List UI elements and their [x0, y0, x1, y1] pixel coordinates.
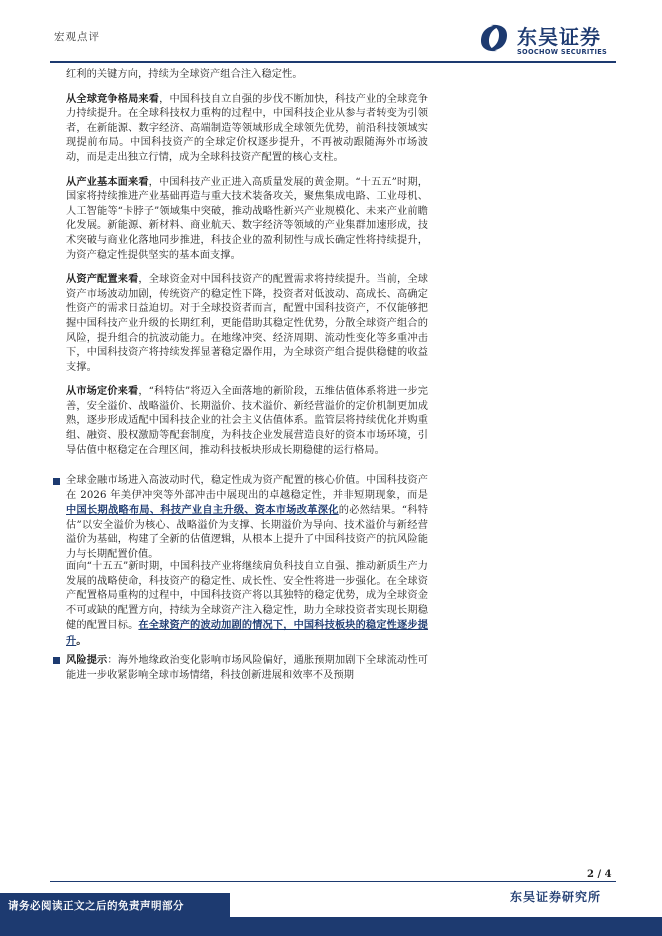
paragraph-market-pricing [66, 384, 428, 458]
footer-divider [50, 881, 616, 882]
risk-text [66, 653, 428, 683]
paragraph-text: 红利的关键方向，持续为全球资产组合注入稳定性。 [66, 69, 303, 80]
closing-section [66, 560, 428, 659]
page-number: 2 / 4 [587, 869, 612, 880]
paragraph-lead: 从市场定价来看 [66, 385, 139, 398]
bullet-emphasis: 中国长期战略布局、科技产业自主升级、资本市场改革深化 [66, 504, 339, 517]
paragraph-industry-fundamentals [66, 175, 428, 264]
paragraph-text: ，中国科技产业正进入高质量发展的黄金期。“十五五”时期，国家将持续推进产业基础再造与重大技术装备攻关，聚焦集成电路、工业母机、人工智能等“卡脖子”领域集中突破，推动战略性新兴产业规模化、未来产业前瞻化发展。新能源、新材料、商业航天、数字经济等领域的产业集群加速形成，技术突破与商业化落地同步推进，科技企业的盈利韧性与成长确定性将持续提升，为资产稳定性提供坚实的基本面支撑。 [66, 176, 428, 261]
paragraph-lead: 从资产配置来看 [66, 273, 139, 286]
bullet-text-part: 全球金融市场进入高波动时代，稳定性成为资产配置的核心价值。中国科技资产在 2026 年美伊冲突等外部冲击中展现出的卓越稳定性，并非短期现象，而是 [66, 475, 428, 501]
section-label: 宏观点评 [54, 31, 100, 43]
paragraph-text: ，“科特估”将迈入全面落地的新阶段，五维估值体系将进一步完善，安全溢价、战略溢价、长期溢价、技术溢价、新经营溢价的定价机制更加成熟，逐步形成适配中国科技企业的社会主义估值体系。监管层将持续优化并购重组、融资、股权激励等配套制度，为科技企业发展营造良好的资本市场环境，引导估值中枢稳定在合理区间，推动科技板块形成长期稳健的运行格局。 [66, 386, 428, 456]
paragraph-intro [66, 68, 428, 83]
paragraph-text: ，全球资金对中国科技资产的配置需求将持续提升。当前，全球资产市场波动加剧，传统资产的稳定性下降，投资者对低波动、高成长、高确定性资产的需求日益迫切。对于全球投资者而言，配置中国科技资产，不仅能够把握中国科技产业升级的长期红利，更能借助其稳定性优势，分散全球资产组合的风险，提升组合的抗波动能力。在地缘冲突、经济周期、流动性变化等多重冲击下，中国科技资产将持续发挥显著稳定器作用，为全球资产组合提供稳健的收益支撑。 [66, 274, 429, 373]
risk-warning [53, 653, 428, 683]
paragraph-lead: 从产业基本面来看 [66, 175, 149, 188]
body-text [66, 68, 428, 467]
disclaimer-band [0, 893, 230, 917]
brand-logo [477, 19, 622, 61]
paragraph-text: ，中国科技自立自强的步伐不断加快，科技产业的全球竞争力持续提升。在全球科技权力重构的过程中，中国科技企业从参与者转变为引领者，在新能源、数字经济、高端制造等领域形成全球领先优势，前沿科技领域实现提前布局。中国科技资产的全球定价权逐步提升，不再被动跟随海外市场波动，而是走出独立行情，成为全球科技资产配置的核心支柱。 [66, 93, 428, 163]
bullet-stability [53, 474, 428, 563]
disclaimer-text: 请务必阅读正文之后的免责声明部分 [8, 900, 184, 912]
logo-chinese-name: 东吴证券 [517, 25, 601, 49]
footer-organization: 东吴证券研究所 [510, 890, 602, 904]
bullet-square-icon [53, 657, 60, 664]
paragraph-text: 面向“十五五”新时期，中国科技产业将继续肩负科技自立自强、推动新质生产力发展的战略使命，科技资产的稳定性、成长性、安全性将进一步强化。在全球资产配置格局重构的过程中，中国科技资产将以其独特的稳定优势，成为全球资金不可或缺的配置方向，持续为全球资产注入稳定性，助力全球投资者实现长期稳健的配置目标。 [66, 561, 428, 632]
closing-emphasis: 在全球资产的波动加剧的情况下，中国科技板块的稳定性逐步提升 [66, 619, 429, 647]
paragraph-global-competition [66, 92, 428, 166]
risk-lead: 风险提示 [66, 654, 108, 666]
logo-english-name: SOOCHOW SECURITIES [517, 48, 608, 56]
header-divider [50, 61, 616, 63]
closing-end: 。 [76, 634, 87, 647]
bullet-text [66, 474, 428, 563]
paragraph-asset-allocation [66, 272, 428, 375]
bullet-square-icon [53, 478, 60, 485]
paragraph-lead: 从全球竞争格局来看 [66, 92, 160, 105]
paragraph-closing [66, 560, 428, 650]
bullet-text-part: 的必然结果。“科特估”以安全溢价为核心、战略溢价为支撑、长期溢价为导向、技术溢价与新经营溢价为基础，构建了全新的估值逻辑，从根本上提升了中国科技资产的抗风险能力与长期配置价值。 [66, 505, 428, 560]
bottom-band [0, 917, 662, 936]
risk-body: ：海外地缘政治变化影响市场风险偏好，通胀预期加剧下全球流动性可能进一步收紧影响全球市场情绪，科技创新进展和效率不及预期 [66, 655, 428, 681]
soochow-logo-icon [477, 21, 511, 55]
